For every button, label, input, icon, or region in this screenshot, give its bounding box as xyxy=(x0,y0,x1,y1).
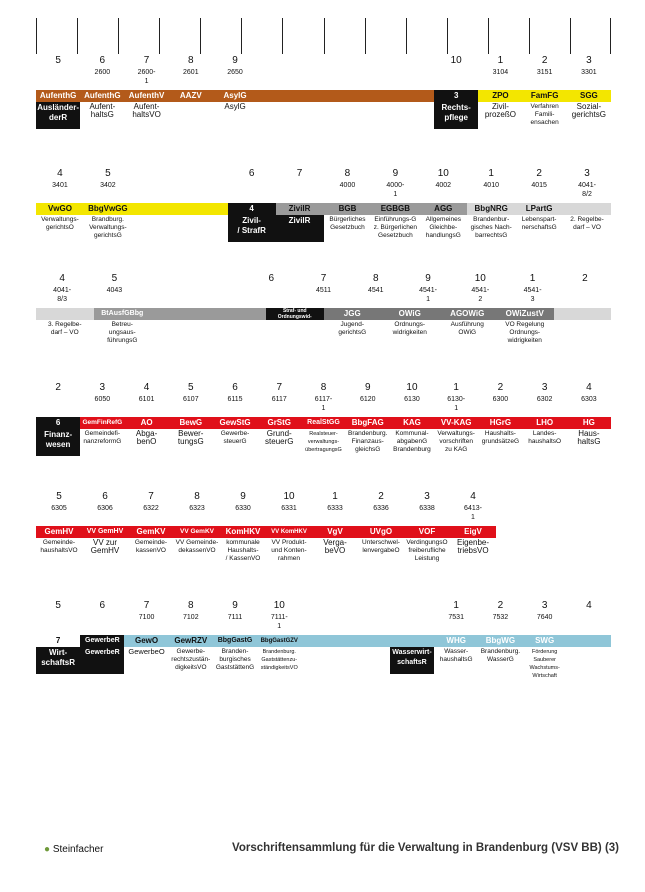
page-footer xyxy=(44,842,619,860)
document-code: 6322 xyxy=(143,505,159,512)
section-zivilrecht xyxy=(36,167,611,242)
law-label: Gemeinde- haushaltsVO xyxy=(40,539,78,554)
document-code: 4541- 1 xyxy=(419,287,437,303)
document-code: 6107 xyxy=(183,396,199,403)
law-label: Verfahren Famili- ensachen xyxy=(530,103,559,126)
law-label: Zivil- prozeßO xyxy=(484,102,516,119)
abbrev-bar: GewerbeR xyxy=(80,635,124,647)
tab-number: 8 xyxy=(372,273,379,284)
law-label: Ordnungs- widrigkeiten xyxy=(392,321,427,336)
tab-number: 8 xyxy=(194,491,200,502)
document-code: 7640 xyxy=(536,614,553,621)
document-code: 6101 xyxy=(138,396,155,403)
tab-number: 4 xyxy=(143,382,150,393)
tab-number: 3 xyxy=(584,168,590,179)
document-code: 6120 xyxy=(359,396,376,403)
law-label: Realsteuer- verwaltungs- übertragungsG xyxy=(305,431,342,453)
abbrev-bar: OWiG xyxy=(381,308,439,320)
abbrev-bar: BewG xyxy=(169,417,213,429)
tab-number: 1 xyxy=(488,168,494,179)
law-label: Förderung Sauberer Wachstums- Wirtschaft xyxy=(529,649,560,679)
law-label: Gemeinde- kassenVO xyxy=(134,539,168,554)
tab-number: 10 xyxy=(474,273,486,284)
document-code: 4541- 2 xyxy=(471,287,490,303)
abbrev-bar: 7 xyxy=(36,635,80,647)
tab-number: 5 xyxy=(55,55,61,66)
document-code: 6115 xyxy=(227,396,243,403)
tab-number: 4 xyxy=(586,382,592,393)
law-label: Lebenspart- nerschaftsG xyxy=(521,216,557,231)
tab-number: 1 xyxy=(529,273,536,284)
abbrev-bar: FamFG xyxy=(523,90,567,102)
document-code: 6130- 1 xyxy=(447,396,466,412)
document-code: 4015 xyxy=(531,182,547,189)
document-code: 6130 xyxy=(404,396,420,403)
group-label: Wasserwirt- schaftsR xyxy=(390,647,434,674)
abbrev-bar: BtAusfGBbg xyxy=(94,308,152,320)
tab-number: 5 xyxy=(188,382,194,393)
abbrev-bar: UVgO xyxy=(358,526,404,538)
law-label: Haus- haltsG xyxy=(577,429,601,446)
tab-number: 3 xyxy=(99,382,106,393)
law-label: Sozial- gerichtsG xyxy=(571,102,606,119)
abbrev-bar: WHG xyxy=(434,635,478,647)
tab-number: 1 xyxy=(453,382,459,393)
publisher-name: Steinfacher xyxy=(52,844,104,855)
tab-number: 7 xyxy=(320,273,327,284)
tab-number: 4 xyxy=(57,168,63,179)
document-code: 7532 xyxy=(492,614,509,621)
document-code: 6302 xyxy=(536,396,553,403)
law-label: Eigenbe- triebsVO xyxy=(456,538,490,555)
law-label: 3. Regelbe- darf – VO xyxy=(47,321,82,336)
tab-number: 9 xyxy=(425,273,431,284)
law-label: AsylG xyxy=(224,102,246,111)
section-finanzwesen xyxy=(36,381,611,456)
register-sheet xyxy=(36,18,611,679)
abbrev-bar: 3 xyxy=(434,90,478,102)
abbrev-bar: GewO xyxy=(124,635,168,647)
law-label: Verwaltungs- gerichtsO xyxy=(41,216,79,231)
document-code: 6303 xyxy=(581,396,597,403)
abbrev-bar: HGrG xyxy=(478,417,522,429)
law-label: Einführungs-G z. Bürgerlichen Gesetzbuch xyxy=(373,216,418,239)
tab-number: 5 xyxy=(55,600,61,611)
document-code: 2600 xyxy=(94,69,111,76)
abbrev-bar: LPartG xyxy=(515,203,563,215)
group-label: Ausländer- derR xyxy=(36,102,80,129)
tab-number: 6 xyxy=(248,168,255,179)
tab-number: 6 xyxy=(102,491,108,502)
tab-number: 9 xyxy=(232,55,238,66)
abbrev-bar: GrStG xyxy=(257,417,301,429)
tab-number: 7 xyxy=(143,55,150,66)
document-code: 4541- 3 xyxy=(523,287,542,303)
law-label: Jugend- gerichtsG xyxy=(338,321,367,336)
tab-number: 4 xyxy=(470,491,476,502)
abbrev-bar: VV GemKV xyxy=(174,526,220,538)
tab-number: 10 xyxy=(283,491,295,502)
tab-number: 8 xyxy=(188,55,194,66)
law-label: Unterschwel- lenvergabeO xyxy=(362,539,400,554)
document-code: 7102 xyxy=(183,614,199,621)
abbrev-bar: AAZV xyxy=(169,90,213,102)
abbrev-bar: VV GemHV xyxy=(82,526,128,538)
tab-number: 3 xyxy=(586,55,592,66)
document-code: 3401 xyxy=(52,182,68,189)
document-code: 6336 xyxy=(373,505,389,512)
tab-number: 5 xyxy=(105,168,111,179)
law-label: Ausführung OWiG xyxy=(450,321,484,336)
abbrev-bar: GemHV xyxy=(36,526,82,538)
document-code: 6413- 1 xyxy=(464,505,482,521)
tab-number: 9 xyxy=(240,491,246,502)
tab-number: 8 xyxy=(188,600,194,611)
abbrev-bar: SWG xyxy=(523,635,567,647)
tab-number: 2 xyxy=(536,168,542,179)
law-label: kommunale Haushalts- / KassenVO xyxy=(225,539,261,562)
law-label: Gewerbe- rechtszustän- digkeitsVO xyxy=(171,648,211,671)
law-label: Grund- steuerG xyxy=(265,429,294,446)
tab-number: 9 xyxy=(364,382,371,393)
section-auslaender-rechtspflege xyxy=(36,18,611,129)
document-code: 6323 xyxy=(189,505,205,512)
tab-number: 2 xyxy=(378,491,384,502)
law-label: Brandenburg. WasserG xyxy=(480,648,521,663)
law-label: Kommunal- abgabenG Brandenburg xyxy=(393,430,431,453)
section-wirtschaftsrecht xyxy=(36,599,611,679)
abbrev-bar: VV KomHKV xyxy=(266,526,312,538)
tab-number: 2 xyxy=(497,382,504,393)
tab-number: 10 xyxy=(273,600,285,611)
tab-number: 9 xyxy=(392,168,399,179)
group-label: Finanz- wesen xyxy=(36,429,80,456)
section-haushalt xyxy=(36,490,611,565)
law-label: Brandenbur- gisches Nach- barrechtsG xyxy=(470,216,512,239)
tab-number: 10 xyxy=(406,382,418,393)
document-code: 3104 xyxy=(492,69,509,76)
abbrev-bar: EGBGB xyxy=(371,203,419,215)
law-label: Branden- burgisches GaststättenG xyxy=(215,648,255,671)
tab-number: 10 xyxy=(437,168,449,179)
law-label: 2. Regelbe- darf – VO xyxy=(570,216,604,231)
tab-number: 2 xyxy=(582,273,588,284)
document-code: 6333 xyxy=(327,505,343,512)
tab-number: 8 xyxy=(320,382,327,393)
abbrev-bar: VwGO xyxy=(36,203,84,215)
document-code: 6305 xyxy=(51,505,67,512)
law-label: Gewerbe- steuerG xyxy=(220,430,250,445)
tab-number: 7 xyxy=(296,168,303,179)
document-code: 6300 xyxy=(492,396,509,403)
tab-number: 2 xyxy=(497,600,504,611)
document-code: 6306 xyxy=(97,505,113,512)
abbrev-bar: AO xyxy=(124,417,168,429)
law-label: Brandburg. Verwaltungs- gerichtsG xyxy=(89,216,127,239)
document-code: 4000- 1 xyxy=(386,182,405,198)
tab-number: 7 xyxy=(148,491,154,502)
law-label: GewerbeO xyxy=(128,647,165,656)
law-label: Gemeindefi- nanzreformG xyxy=(83,430,122,445)
tab-number: 2 xyxy=(55,382,61,393)
law-label: Verga- beVO xyxy=(323,538,347,555)
law-label: Verwaltungs- vorschriften zu KAG xyxy=(437,430,475,453)
abbrev-bar: EigV xyxy=(450,526,496,538)
abbrev-bar: GemKV xyxy=(128,526,174,538)
divider-lines xyxy=(36,18,611,54)
section-straf-owi xyxy=(36,272,611,347)
tab-number: 6 xyxy=(99,55,106,66)
abbrev-bar: VV-KAG xyxy=(434,417,478,429)
tab-number: 7 xyxy=(276,382,283,393)
law-label: Wasser- haushaltsG xyxy=(439,648,473,663)
law-label: Aufent- haltsG xyxy=(89,102,116,119)
abbrev-bar: VOF xyxy=(404,526,450,538)
abbrev-bar: BbgFAG xyxy=(346,417,390,429)
abbrev-bar: VgV xyxy=(312,526,358,538)
document-code: 4511 xyxy=(315,287,332,294)
tab-number: 3 xyxy=(541,600,548,611)
law-label: Aufent- haltsVO xyxy=(132,102,161,119)
document-code: 4010 xyxy=(483,182,499,189)
document-code: 4041- 8/2 xyxy=(578,182,596,198)
abbrev-bar: HG xyxy=(567,417,611,429)
tab-number: 7 xyxy=(143,600,150,611)
document-code: 2601 xyxy=(183,69,199,76)
law-label: VO Regelung Ordnungs- widrigkeiten xyxy=(505,321,545,344)
law-label: Abga- benO xyxy=(135,429,158,446)
abbrev-bar: KAG xyxy=(390,417,434,429)
abbrev-bar: AufenthG xyxy=(36,90,80,102)
group-label: ZivilR xyxy=(276,215,324,242)
abbrev-bar: GewRZV xyxy=(169,635,213,647)
abbrev-bar: GewStG xyxy=(213,417,257,429)
document-code: 4000 xyxy=(339,182,356,189)
law-label: Landes- haushaltsO xyxy=(528,430,562,445)
collection-title: Vorschriftensammlung für die Verwaltung in Brandenburg (VSV BB) (3) xyxy=(232,842,619,854)
abbrev-bar: LHO xyxy=(523,417,567,429)
abbrev-bar: AsylG xyxy=(213,90,257,102)
tab-number: 6 xyxy=(99,600,106,611)
abbrev-bar: OWiZustV xyxy=(496,308,554,320)
law-label: Brandenburg. Gaststättenzu- ständigkeitsVO xyxy=(260,649,298,671)
publisher-logo: ● Steinfacher xyxy=(44,844,104,855)
abbrev-bar: SGG xyxy=(567,90,611,102)
abbrev-bar: BbgNRG xyxy=(467,203,515,215)
document-code: 6050 xyxy=(94,396,111,403)
document-code: 2650 xyxy=(227,69,243,76)
document-code: 6331 xyxy=(281,505,297,512)
document-code: 6117 xyxy=(271,396,287,403)
law-label: VV Gemeinde- dekassenVO xyxy=(175,539,219,554)
law-label: Brandenburg. Finanzaus- gleichsG xyxy=(348,430,388,453)
tab-number: 1 xyxy=(453,600,459,611)
tab-number: 3 xyxy=(541,382,548,393)
tab-number: 1 xyxy=(497,55,504,66)
law-label: Allgemeines Gleichbe- handlungsG xyxy=(425,216,461,239)
document-code: 4041- 8/3 xyxy=(53,287,72,303)
tab-number: 6 xyxy=(232,382,238,393)
law-label: Betreu- ungsaus- führungsG xyxy=(107,321,138,344)
tab-number: 6 xyxy=(268,273,274,284)
group-label: Zivil- / StrafR xyxy=(228,215,276,242)
law-label: Haushalts- grundsätzeG xyxy=(481,430,520,445)
abbrev-bar: Straf- und Ordnungswid- rigkeitenrecht xyxy=(266,308,324,320)
abbrev-bar: BbgGastG xyxy=(213,635,257,647)
abbrev-bar: AGG xyxy=(419,203,467,215)
abbrev-bar: KomHKV xyxy=(220,526,266,538)
tab-number: 4 xyxy=(586,600,592,611)
law-label: Bewer- tungsG xyxy=(177,429,204,446)
abbrev-bar: ZPO xyxy=(478,90,522,102)
document-code: 3151 xyxy=(536,69,553,76)
abbrev-bar: 4 xyxy=(228,203,276,215)
law-label: VV Produkt- und Konten- rahmen xyxy=(271,539,307,562)
document-code: 2600- 1 xyxy=(137,69,156,85)
tab-number: 5 xyxy=(111,273,118,284)
document-code: 7111- 1 xyxy=(270,614,288,630)
tab-number: 1 xyxy=(332,491,338,502)
group-label: GewerbeR xyxy=(80,647,124,674)
law-label: VerdingungsO freiberufliche Leistung xyxy=(406,539,448,562)
document-code: 7100 xyxy=(138,614,155,621)
document-code: 3402 xyxy=(100,182,116,189)
tab-number: 3 xyxy=(424,491,430,502)
abbrev-bar: BbgWG xyxy=(478,635,522,647)
abbrev-bar: RealStGG xyxy=(301,417,345,429)
abbrev-bar: ZivilR xyxy=(276,203,324,215)
tab-number: 2 xyxy=(541,55,548,66)
tab-number: 4 xyxy=(59,273,65,284)
document-code: 6117- 1 xyxy=(314,396,333,412)
abbrev-bar: BbgVwGG xyxy=(84,203,132,215)
abbrev-bar: BbgGastGZV xyxy=(257,635,301,647)
tab-number: 9 xyxy=(232,600,238,611)
document-code: 6338 xyxy=(419,505,435,512)
document-code: 3301 xyxy=(581,69,597,76)
law-label: Bürgerliches Gesetzbuch xyxy=(329,216,366,231)
document-code: 7111 xyxy=(227,614,243,621)
abbrev-bar: JGG xyxy=(324,308,382,320)
abbrev-bar: GemFinRefG xyxy=(80,417,124,429)
tab-number: 8 xyxy=(344,168,351,179)
abbrev-bar: BGB xyxy=(324,203,372,215)
abbrev-bar: AufenthV xyxy=(124,90,168,102)
tab-number: 5 xyxy=(56,491,62,502)
abbrev-bar: AGOWiG xyxy=(439,308,497,320)
group-label: Wirt- schaftsR xyxy=(36,647,80,674)
group-label: Rechts- pflege xyxy=(434,102,478,129)
document-code: 4043 xyxy=(106,287,123,294)
document-code: 7531 xyxy=(448,614,464,621)
document-code: 4002 xyxy=(435,182,452,189)
document-code: 4541 xyxy=(367,287,384,294)
document-code: 6330 xyxy=(235,505,251,512)
abbrev-bar: AufenthG xyxy=(80,90,124,102)
abbrev-bar: 6 xyxy=(36,417,80,429)
law-label: VV zur GemHV xyxy=(90,538,120,555)
tab-number: 10 xyxy=(450,55,462,66)
